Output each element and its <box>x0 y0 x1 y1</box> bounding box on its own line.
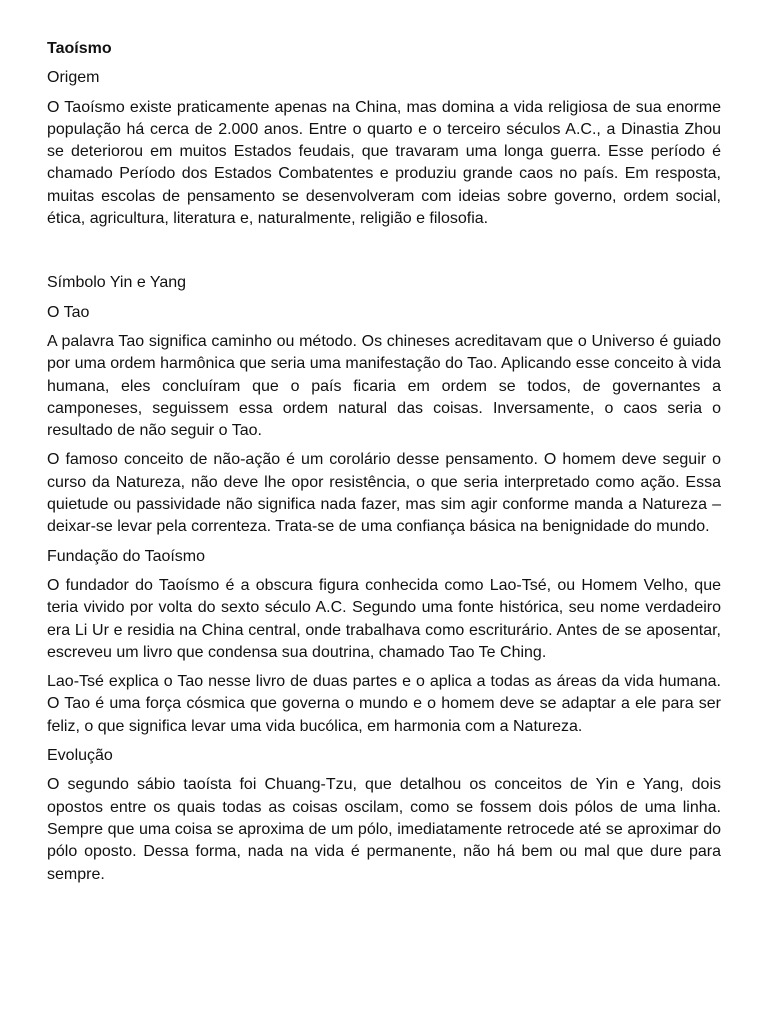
section-heading-origem: Origem <box>47 69 100 87</box>
section-heading-simbolo-yin-yang: Símbolo Yin e Yang <box>47 274 187 292</box>
document-title: Taoísmo <box>47 40 112 57</box>
paragraph-origem: O Taoísmo existe praticamente apenas na China, mas domina a vida religiosa de sua enorme população há cerca de 2.000 anos. Entre o quarto e o terceiro séculos A.C., a Dinastia Zhou se deteriorou em muitos Estados feudais, que travaram uma longa guerra. Esse período é chamado Período dos Estados Combatentes e produziu grande caos no país. Em resposta, muitas escolas de pensamento se desenvolveram com ideias sobre governo, ordem social, ética, agricultura, literatura e, naturalmente, religião e filosofia. <box>47 98 721 228</box>
paragraph-o-tao-2: O famoso conceito de não-ação é um corolário desse pensamento. O homem deve seguir o curso da Natureza, não deve lhe opor resistência, o que seria interpretado como ação. Essa quietude ou passividade não significa nada fazer, mas sim agir conforme manda a Natureza – deixar-se levar pela correnteza. Trata-se de uma confiança básica na benignidade do mundo. <box>47 451 721 536</box>
paragraph-evolucao: O segundo sábio taoísta foi Chuang-Tzu, que detalhou os conceitos de Yin e Yang, dois opostos entre os quais todas as coisas oscilam, como se fossem dois pólos de uma linha. Sempre que uma coisa se aproxima de um pólo, imediatamente retrocede até se aproximar do pólo oposto. Dessa forma, nada na vida é permanente, não há bem ou mal que dure para sempre. <box>47 776 721 883</box>
blank-space <box>47 237 721 272</box>
section-heading-evolucao: Evolução <box>47 747 113 765</box>
paragraph-o-tao-1: A palavra Tao significa caminho ou método. Os chineses acreditavam que o Universo é guiado por uma ordem harmônica que seria uma manifestação do Tao. Aplicando esse conceito à vida humana, eles concluíram que o país ficaria em ordem se todos, de governantes a camponeses, seguissem essa ordem natural das coisas. Inversamente, o caos seria o resultado de não seguir o Tao. <box>47 332 721 440</box>
section-heading-fundacao: Fundação do Taoísmo <box>47 547 206 565</box>
section-heading-o-tao: O Tao <box>47 303 90 321</box>
document-page <box>47 38 721 893</box>
paragraph-fundacao-2: Lao-Tsé explica o Tao nesse livro de duas partes e o aplica a todas as áreas da vida humana. O Tao é uma força cósmica que governa o mundo e o homem deve se adaptar a ele para ser feliz, o que significa levar uma vida bucólica, em harmonia com a Natureza. <box>47 673 721 735</box>
paragraph-fundacao-1: O fundador do Taoísmo é a obscura figura conhecida como Lao-Tsé, ou Homem Velho, que teria vivido por volta do sexto século A.C. Segundo uma fonte histórica, seu nome verdadeiro era Li Ur e residia na China central, onde trabalhava como escriturário. Antes de se aposentar, escreveu um livro que condensa sua doutrina, chamado Tao Te Ching. <box>47 576 721 661</box>
